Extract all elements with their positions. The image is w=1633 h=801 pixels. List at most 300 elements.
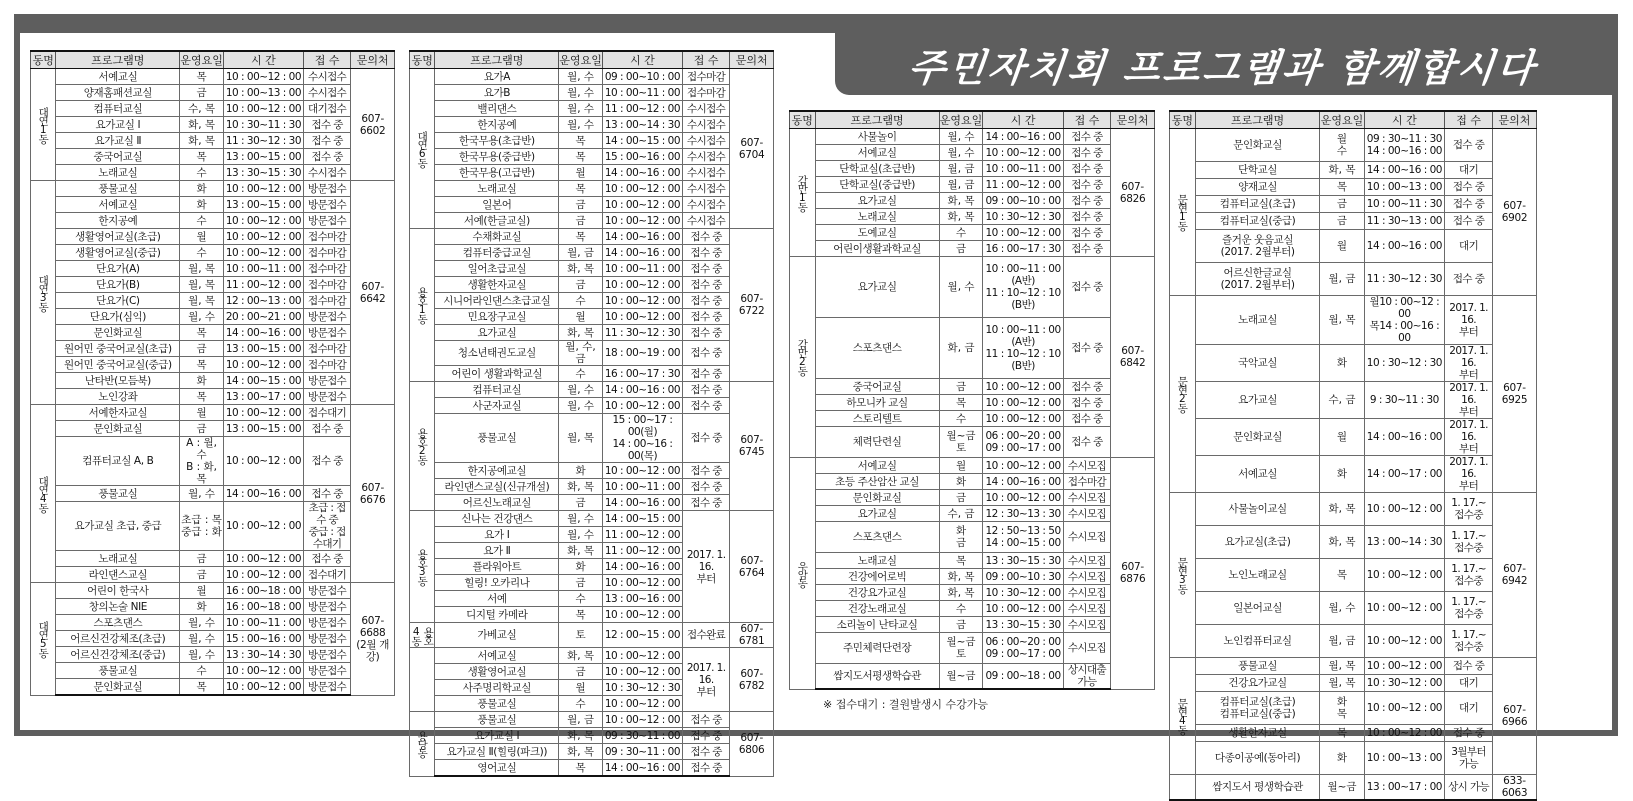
program-cell: 서예교실 bbox=[435, 648, 559, 664]
day-cell: 목 bbox=[559, 607, 603, 623]
day-cell: 목 bbox=[559, 133, 603, 149]
status-cell: 접수 중 bbox=[682, 712, 729, 728]
day-cell: 목 bbox=[559, 760, 603, 777]
dong-cell: 용호1동 bbox=[410, 229, 435, 382]
status-cell: 접수 중 bbox=[303, 117, 350, 133]
header-cell: 운영요일 bbox=[180, 51, 224, 69]
program-cell: 요가 Ⅰ bbox=[435, 527, 559, 543]
table-row bbox=[790, 241, 1155, 257]
table-row bbox=[31, 85, 395, 101]
table-row bbox=[1170, 493, 1537, 526]
header-cell: 동명 bbox=[1170, 111, 1196, 129]
dong-cell: 대연6동 bbox=[410, 69, 435, 229]
status-cell: 2017. 1. 16. 부터 bbox=[1445, 382, 1493, 419]
status-cell: 수시접수 bbox=[682, 149, 729, 165]
program-cell: 사물놀이 bbox=[815, 129, 939, 145]
day-cell: 월 bbox=[1320, 230, 1364, 263]
dong-cell: 용당동 bbox=[410, 712, 435, 777]
table-row bbox=[1170, 345, 1537, 382]
program-cell: 원어민 중국어교실(중급) bbox=[56, 357, 180, 373]
contact-cell: 607-6642 bbox=[351, 181, 395, 405]
time-cell: 13 : 00~15 : 00 bbox=[223, 421, 303, 437]
status-cell: 접수마감 bbox=[303, 261, 350, 277]
contact-cell: 607-6602 bbox=[351, 69, 395, 181]
program-cell: 일본어교실 bbox=[1195, 592, 1320, 625]
table-row bbox=[31, 631, 395, 647]
program-cell: 서예교실 bbox=[56, 69, 180, 85]
table-row bbox=[790, 318, 1155, 379]
table-row bbox=[410, 101, 774, 117]
status-cell: 방문접수 bbox=[303, 213, 350, 229]
program-cell: 건강에어로빅 bbox=[815, 569, 939, 585]
program-cell: 한국무용(고급반) bbox=[435, 165, 559, 181]
time-cell: 10 : 00~12 : 00 bbox=[602, 712, 682, 728]
day-cell: 수 bbox=[559, 591, 603, 607]
header-cell: 시 간 bbox=[223, 51, 303, 69]
status-cell: 수시접수 bbox=[303, 69, 350, 85]
time-cell: 13 : 00~15 : 00 bbox=[223, 149, 303, 165]
status-cell: 2017. 1. 16. 부터 bbox=[682, 648, 729, 712]
program-cell: 민요장구교실 bbox=[435, 309, 559, 325]
day-cell: A : 월, 수 B : 화, 목 bbox=[180, 437, 224, 486]
table-row bbox=[410, 181, 774, 197]
table-row bbox=[790, 411, 1155, 427]
time-cell: 10 : 00~12 : 00 bbox=[223, 437, 303, 486]
day-cell: 화, 목 bbox=[939, 585, 983, 601]
table-row bbox=[1170, 592, 1537, 625]
time-cell: 10 : 00~12 : 00 bbox=[983, 601, 1063, 617]
program-cell: 스토리텔트 bbox=[815, 411, 939, 427]
program-cell: 단요가(심익) bbox=[56, 309, 180, 325]
program-cell: 난타반(모듬북) bbox=[56, 373, 180, 389]
table-row bbox=[31, 181, 395, 197]
day-cell: 금 bbox=[180, 567, 224, 583]
table-row bbox=[1170, 675, 1537, 692]
header-cell: 문의처 bbox=[1111, 111, 1155, 129]
program-cell: 요가교실 Ⅱ(힐링(파크)) bbox=[435, 744, 559, 760]
day-cell: 월, 수, 금 bbox=[559, 341, 603, 366]
time-cell: 11 : 00~12 : 00 bbox=[602, 543, 682, 559]
program-cell: 문인화교실 bbox=[56, 679, 180, 696]
program-cell: 어린이생활과학교실 bbox=[815, 241, 939, 257]
program-cell: 라인댄스교실(신규개설) bbox=[435, 479, 559, 495]
table-row bbox=[790, 129, 1155, 145]
status-cell: 1. 17.~ 접수중 bbox=[1445, 526, 1493, 559]
day-cell: 화, 목 bbox=[559, 728, 603, 744]
status-cell: 접수 중 bbox=[1445, 725, 1493, 742]
table-row bbox=[1170, 230, 1537, 263]
program-cell: 청소년태권도교실 bbox=[435, 341, 559, 366]
day-cell: 월, 수 bbox=[559, 117, 603, 133]
program-table bbox=[1169, 110, 1537, 801]
status-cell: 수시모집 bbox=[1063, 553, 1110, 569]
time-cell: 14 : 00~16 : 00 bbox=[223, 486, 303, 502]
day-cell: 목 bbox=[180, 69, 224, 85]
status-cell: 접수 중 bbox=[1063, 161, 1110, 177]
status-cell: 접수마감 bbox=[303, 357, 350, 373]
dong-cell: 대연5동 bbox=[31, 583, 56, 696]
day-cell: 수 bbox=[559, 366, 603, 382]
status-cell: 수시모집 bbox=[1063, 490, 1110, 506]
time-cell: 14 : 00~15 : 00 bbox=[223, 373, 303, 389]
table-row bbox=[1170, 179, 1537, 196]
program-cell: 서예교실 bbox=[815, 458, 939, 474]
time-cell: 10 : 00~12 : 00 bbox=[223, 551, 303, 567]
day-cell: 목 bbox=[180, 357, 224, 373]
table-row bbox=[790, 569, 1155, 585]
time-cell: 14 : 00~16 : 00 bbox=[983, 474, 1063, 490]
program-cell: 서예 bbox=[435, 591, 559, 607]
time-cell: 10 : 00~12 : 00 bbox=[983, 145, 1063, 161]
table-row bbox=[1170, 725, 1537, 742]
time-cell: 10 : 00~12 : 00 bbox=[602, 696, 682, 712]
dong-cell: 감만2동 bbox=[790, 257, 816, 458]
status-cell: 수시모집 bbox=[1063, 585, 1110, 601]
day-cell: 수 bbox=[559, 696, 603, 712]
status-cell: 접수 중 bbox=[682, 261, 729, 277]
status-cell: 2017. 1. 16. 부터 bbox=[1445, 345, 1493, 382]
program-cell: 풍물교실 bbox=[435, 414, 559, 463]
day-cell: 금 bbox=[1320, 196, 1364, 213]
contact-cell: 607-6782 bbox=[730, 648, 774, 712]
dong-cell: 문현3동 bbox=[1170, 493, 1196, 658]
status-cell: 접수마감 bbox=[303, 245, 350, 261]
table-row bbox=[1170, 742, 1537, 775]
time-cell: 10 : 00~11 : 00 bbox=[602, 85, 682, 101]
status-cell: 수시모집 bbox=[1063, 569, 1110, 585]
status-cell: 접수 중 bbox=[682, 341, 729, 366]
time-cell: 10 : 00~12 : 00 bbox=[983, 225, 1063, 241]
dong-cell: 문현1동 bbox=[1170, 129, 1196, 296]
status-cell: 접수 중 bbox=[1445, 179, 1493, 196]
table-row bbox=[31, 663, 395, 679]
time-cell: 10 : 00~12 : 00 bbox=[223, 405, 303, 421]
status-cell: 접수 중 bbox=[303, 486, 350, 502]
table-row bbox=[1170, 296, 1537, 345]
program-cell: 요가교실 bbox=[815, 193, 939, 209]
program-cell: 스포츠댄스 bbox=[56, 615, 180, 631]
status-cell: 접수 중 bbox=[1063, 318, 1110, 379]
time-cell: 16 : 00~18 : 00 bbox=[223, 599, 303, 615]
program-cell: 양재교실 bbox=[1195, 179, 1320, 196]
time-cell: 10 : 00~12 : 00 bbox=[223, 502, 303, 551]
table-row bbox=[1170, 625, 1537, 658]
time-cell: 10 : 00~12 : 00 bbox=[602, 607, 682, 623]
time-cell: 15 : 00~16 : 00 bbox=[223, 631, 303, 647]
table-row bbox=[410, 760, 774, 777]
schedule-table-1 bbox=[30, 50, 395, 696]
day-cell: 월, 수 bbox=[559, 69, 603, 85]
table-row bbox=[31, 149, 395, 165]
table-row bbox=[1170, 456, 1537, 493]
day-cell: 화 목 bbox=[1320, 692, 1364, 725]
time-cell: 11 : 30~12 : 30 bbox=[223, 133, 303, 149]
program-cell: 도예교실 bbox=[815, 225, 939, 241]
status-cell: 수시모집 bbox=[1063, 633, 1110, 664]
program-cell: 요가 Ⅱ bbox=[435, 543, 559, 559]
day-cell: 금 bbox=[559, 664, 603, 680]
status-cell: 접수 중 bbox=[682, 463, 729, 479]
program-cell: 어르신건강체조(초급) bbox=[56, 631, 180, 647]
dong-cell: 문현2동 bbox=[1170, 296, 1196, 493]
time-cell: 13 : 30~15 : 30 bbox=[983, 617, 1063, 633]
table-row bbox=[790, 427, 1155, 458]
program-cell: 컴퓨터교실 bbox=[56, 101, 180, 117]
time-cell: 10 : 00~12 : 00 bbox=[602, 197, 682, 213]
status-cell: 접수마감 bbox=[682, 85, 729, 101]
table-row bbox=[410, 414, 774, 463]
table-row bbox=[31, 421, 395, 437]
day-cell: 목 bbox=[939, 553, 983, 569]
program-cell: 건강요가교실 bbox=[1195, 675, 1320, 692]
day-cell: 수, 금 bbox=[939, 506, 983, 522]
table-row bbox=[410, 277, 774, 293]
header-cell: 운영요일 bbox=[559, 51, 603, 69]
time-cell: 11 : 30~12 : 30 bbox=[602, 325, 682, 341]
program-cell: 원어민 중국어교실(초급) bbox=[56, 341, 180, 357]
table-row bbox=[31, 293, 395, 309]
table-row bbox=[1170, 129, 1537, 162]
day-cell: 금 bbox=[559, 213, 603, 229]
header-cell: 접 수 bbox=[303, 51, 350, 69]
time-cell: 11 : 30~12 : 30 bbox=[1364, 263, 1445, 296]
schedule-table-3 bbox=[789, 110, 1155, 690]
day-cell: 화, 목 bbox=[559, 325, 603, 341]
time-cell: 10 : 00~12 : 00 bbox=[223, 101, 303, 117]
status-cell: 방문접수 bbox=[303, 599, 350, 615]
table-row bbox=[410, 511, 774, 527]
time-cell: 06 : 00~20 : 00 09 : 00~17 : 00 bbox=[983, 633, 1063, 664]
program-cell: 생활한자교실 bbox=[435, 277, 559, 293]
day-cell: 월, 목 bbox=[180, 293, 224, 309]
time-cell: 10 : 00~12 : 00 bbox=[602, 181, 682, 197]
status-cell: 수시모집 bbox=[1063, 506, 1110, 522]
status-cell: 접수 중 bbox=[1445, 129, 1493, 162]
day-cell: 월 수 bbox=[1320, 129, 1364, 162]
program-cell: 플라워아트 bbox=[435, 559, 559, 575]
time-cell: 13 : 30~15 : 30 bbox=[223, 165, 303, 181]
day-cell: 월, 금 bbox=[939, 161, 983, 177]
day-cell: 화 bbox=[180, 181, 224, 197]
table-row bbox=[410, 69, 774, 85]
program-cell: 단요가(B) bbox=[56, 277, 180, 293]
day-cell: 월, 수 bbox=[1320, 592, 1364, 625]
program-cell: 요가A bbox=[435, 69, 559, 85]
day-cell: 월 bbox=[559, 165, 603, 181]
status-cell: 상시대출가능 bbox=[1063, 664, 1110, 690]
day-cell: 월, 금 bbox=[1320, 625, 1364, 658]
day-cell: 화, 목 bbox=[1320, 526, 1364, 559]
time-cell: 14 : 00~16 : 00 bbox=[1364, 230, 1445, 263]
time-cell: 10 : 00~12 : 00 bbox=[223, 245, 303, 261]
status-cell: 접수 중 bbox=[1445, 196, 1493, 213]
day-cell: 금 bbox=[180, 85, 224, 101]
program-cell: 요가교실 Ⅱ bbox=[56, 133, 180, 149]
program-cell: 한지공예 bbox=[56, 213, 180, 229]
program-cell: 초등 주산암산 교실 bbox=[815, 474, 939, 490]
program-cell: 어르신건강체조(중급) bbox=[56, 647, 180, 663]
day-cell: 목 bbox=[180, 325, 224, 341]
day-cell: 화, 목 bbox=[559, 543, 603, 559]
table-row bbox=[790, 664, 1155, 690]
time-cell: 14 : 00~16 : 00 bbox=[602, 165, 682, 181]
time-cell: 12 : 50~13 : 50 14 : 00~15 : 00 bbox=[983, 522, 1063, 553]
program-cell: 수채화교실 bbox=[435, 229, 559, 245]
table-row bbox=[790, 193, 1155, 209]
table-row bbox=[1170, 658, 1537, 675]
contact-cell: 607-6966 bbox=[1492, 658, 1536, 775]
day-cell: 월, 목 bbox=[1320, 658, 1364, 675]
table-row bbox=[410, 229, 774, 245]
program-table bbox=[789, 110, 1155, 690]
table-row bbox=[410, 309, 774, 325]
time-cell: 14 : 00~16 : 00 bbox=[602, 229, 682, 245]
dong-cell bbox=[1170, 775, 1196, 801]
header-cell: 운영요일 bbox=[939, 111, 983, 129]
program-cell: 시니어라인댄스초급교실 bbox=[435, 293, 559, 309]
day-cell: 수 bbox=[559, 293, 603, 309]
time-cell: 15 : 00~16 : 00 bbox=[602, 149, 682, 165]
day-cell: 목 bbox=[180, 679, 224, 696]
time-cell: 10 : 00~11 : 00 (A반) 11 : 10~12 : 10 (B반) bbox=[983, 257, 1063, 318]
status-cell: 접수 중 bbox=[1063, 411, 1110, 427]
program-cell: 단학교실(초급반) bbox=[815, 161, 939, 177]
table-row bbox=[790, 145, 1155, 161]
program-table bbox=[409, 50, 774, 777]
header-cell: 문의처 bbox=[1492, 111, 1536, 129]
contact-cell: 607-6688 (2월 개강) bbox=[351, 583, 395, 696]
status-cell: 접수 중 bbox=[303, 421, 350, 437]
status-cell: 접수 중 bbox=[682, 414, 729, 463]
contact-cell: 607-6806 bbox=[730, 712, 774, 777]
day-cell: 월, 수 bbox=[180, 309, 224, 325]
program-cell: 신나는 건강댄스 bbox=[435, 511, 559, 527]
time-cell: 10 : 00~13 : 00 bbox=[1364, 179, 1445, 196]
status-cell: 1. 17.~ 접수중 bbox=[1445, 559, 1493, 592]
time-cell: 10 : 00~12 : 00 bbox=[223, 229, 303, 245]
program-cell: 주민체력단련장 bbox=[815, 633, 939, 664]
table-row bbox=[410, 133, 774, 149]
program-cell: 소리놀이 난타교실 bbox=[815, 617, 939, 633]
status-cell: 접수대기 bbox=[303, 405, 350, 421]
status-cell: 접수대기 bbox=[303, 567, 350, 583]
table-row bbox=[31, 373, 395, 389]
time-cell: 06 : 00~20 : 00 09 : 00~17 : 00 bbox=[983, 427, 1063, 458]
time-cell: 09 : 00~18 : 00 bbox=[983, 664, 1063, 690]
day-cell: 화 bbox=[180, 599, 224, 615]
day-cell: 화, 목 bbox=[1320, 162, 1364, 179]
day-cell: 수 bbox=[180, 165, 224, 181]
program-cell: 노인강좌 bbox=[56, 389, 180, 405]
time-cell: 10 : 00~12 : 00 bbox=[983, 458, 1063, 474]
time-cell: 11 : 00~12 : 00 bbox=[983, 177, 1063, 193]
status-cell: 3월부터 가능 bbox=[1445, 742, 1493, 775]
time-cell: 10 : 00~12 : 00 bbox=[223, 357, 303, 373]
program-cell: 서예교실 bbox=[1195, 456, 1320, 493]
table-row bbox=[1170, 419, 1537, 456]
header-cell: 시 간 bbox=[1364, 111, 1445, 129]
program-cell: 스포츠댄스 bbox=[815, 522, 939, 553]
time-cell: 10 : 00~11 : 00 bbox=[602, 261, 682, 277]
contact-cell: 607-6902 bbox=[1492, 129, 1536, 296]
day-cell: 수 bbox=[939, 601, 983, 617]
status-cell: 방문접수 bbox=[303, 373, 350, 389]
time-cell: 10 : 00~12 : 00 bbox=[1364, 725, 1445, 742]
dong-cell: 대연4동 bbox=[31, 405, 56, 583]
time-cell: 10 : 00~11 : 00 bbox=[223, 261, 303, 277]
status-cell: 1. 17.~ 접수중 bbox=[1445, 592, 1493, 625]
time-cell: 13 : 00~15 : 00 bbox=[223, 197, 303, 213]
status-cell: 수시접수 bbox=[682, 213, 729, 229]
status-cell: 대기접수 bbox=[303, 101, 350, 117]
time-cell: 16 : 00~17 : 30 bbox=[983, 241, 1063, 257]
status-cell: 2017. 1. 16. 부터 bbox=[682, 511, 729, 623]
program-cell: 쌈지도서평생학습관 bbox=[815, 664, 939, 690]
contact-cell: 607-6745 bbox=[730, 382, 774, 511]
table-row bbox=[410, 117, 774, 133]
time-cell: 13 : 00~14 : 30 bbox=[1364, 526, 1445, 559]
table-row bbox=[790, 585, 1155, 601]
status-cell: 접수 중 bbox=[682, 366, 729, 382]
table-row bbox=[410, 341, 774, 366]
program-cell: 건강요가교실 bbox=[815, 585, 939, 601]
table-row bbox=[410, 623, 774, 648]
contact-cell: 607-6925 bbox=[1492, 296, 1536, 493]
day-cell: 금 bbox=[559, 277, 603, 293]
day-cell: 월, 수 bbox=[180, 647, 224, 663]
program-cell: 서예(한글교실) bbox=[435, 213, 559, 229]
time-cell: 10 : 00~13 : 00 bbox=[223, 85, 303, 101]
dong-cell: 용호3동 bbox=[410, 511, 435, 623]
program-cell: 노인컴퓨터교실 bbox=[1195, 625, 1320, 658]
status-cell: 접수 중 bbox=[1445, 658, 1493, 675]
table-row bbox=[790, 490, 1155, 506]
program-cell: 어르신노래교실 bbox=[435, 495, 559, 511]
program-cell: 하모니카 교실 bbox=[815, 395, 939, 411]
table-row bbox=[410, 398, 774, 414]
table-row bbox=[790, 506, 1155, 522]
program-cell: 풍물교실 bbox=[435, 712, 559, 728]
program-cell: 한국무용(중급반) bbox=[435, 149, 559, 165]
day-cell: 화 bbox=[1320, 345, 1364, 382]
day-cell: 월, 금 bbox=[939, 177, 983, 193]
table-row bbox=[410, 149, 774, 165]
program-cell: 단학교실 bbox=[1195, 162, 1320, 179]
program-cell: 한지공예 bbox=[435, 117, 559, 133]
header-cell: 프로그램명 bbox=[435, 51, 559, 69]
table-row bbox=[31, 341, 395, 357]
table-row bbox=[410, 495, 774, 511]
program-cell: 노래교실 bbox=[435, 181, 559, 197]
day-cell: 월, 금 bbox=[559, 712, 603, 728]
time-cell: 14 : 00~16 : 00 bbox=[983, 129, 1063, 145]
table-row bbox=[790, 257, 1155, 318]
table-row bbox=[790, 474, 1155, 490]
status-cell: 대기 bbox=[1445, 692, 1493, 725]
day-cell: 금 bbox=[559, 575, 603, 591]
time-cell: 14 : 00~16 : 00 bbox=[1364, 419, 1445, 456]
program-cell: 어린이 한국사 bbox=[56, 583, 180, 599]
day-cell: 화 bbox=[1320, 456, 1364, 493]
day-cell: 화 bbox=[180, 373, 224, 389]
program-cell: 컴퓨터교실 bbox=[435, 382, 559, 398]
program-cell: 노래교실 bbox=[815, 553, 939, 569]
time-cell: 13 : 00~17 : 00 bbox=[1364, 775, 1445, 801]
program-cell: 쌈지도서 평생학습관 bbox=[1195, 775, 1320, 801]
table-row bbox=[31, 357, 395, 373]
day-cell: 수 bbox=[939, 225, 983, 241]
day-cell: 월 bbox=[180, 583, 224, 599]
